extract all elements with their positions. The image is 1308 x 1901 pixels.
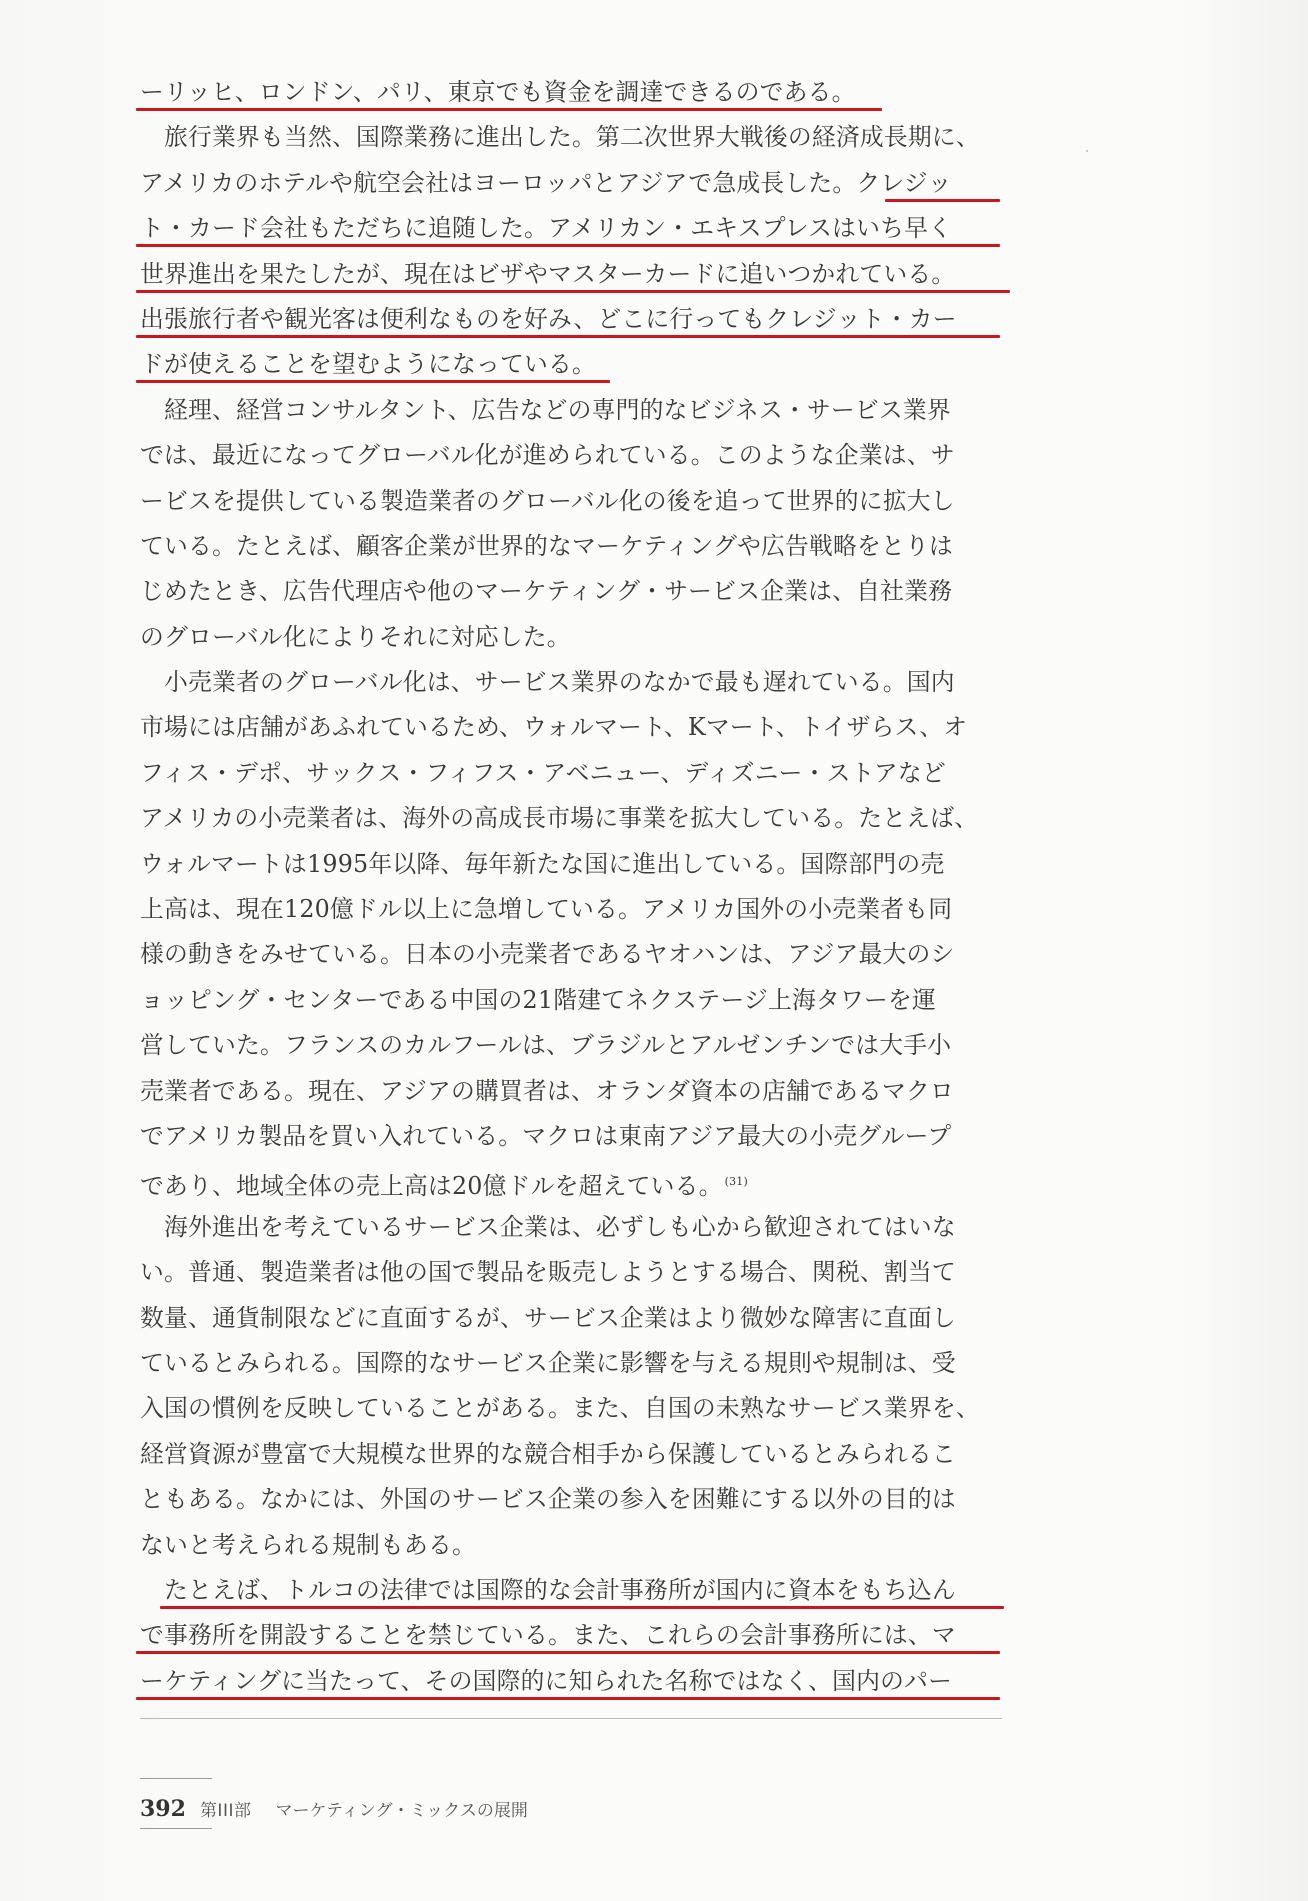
- paragraph-start-line: 海外進出を考えているサービス企業は、必ずしも心から歓迎されてはいな: [164, 1212, 956, 1241]
- footnote-reference: (31): [724, 1175, 748, 1189]
- text-line: ドが使えることを望むようになっている。: [140, 342, 1010, 387]
- text-line: じめたとき、広告代理店や他のマーケティング・サービス企業は、自社業務: [140, 577, 953, 606]
- text-line: では、最近になってグローバル化が進められている。このような企業は、サ: [140, 441, 955, 470]
- red-underline: [136, 290, 1010, 293]
- text-line: ウォルマートは1995年以降、毎年新たな国に進出している。国際部門の売: [140, 849, 945, 878]
- text-line: 数量、通貨制限などに直面するが、サービス企業はより微妙な障害に直面し: [140, 1303, 956, 1332]
- text-line: ーリッヒ、ロンドン、パリ、東京でも資金を調達できるのである。: [140, 70, 1010, 115]
- text-line: ともある。なかには、外国のサービス企業の参入を困難にする以外の目的は: [140, 1485, 956, 1514]
- text-line: アメリカのホテルや航空会社はヨーロッパとアジアで急成長した。クレジッ: [140, 161, 1010, 206]
- text-line: ョッピング・センターである中国の21階建てネクステージ上海タワーを運: [140, 985, 936, 1014]
- text-line: ている。たとえば、顧客企業が世界的なマーケティングや広告戦略をとりは: [140, 531, 954, 560]
- red-underline: [160, 1606, 1004, 1609]
- red-underline: [136, 244, 1000, 247]
- text-line: 上高は、現在120億ドル以上に急増している。アメリカ国外の小売業者も同: [140, 895, 953, 924]
- text-line: フィス・デポ、サックス・フィフス・アベニュー、ディズニー・ストアなど: [140, 758, 946, 787]
- text-line: 経営資源が豊富で大規模な世界的な競合相手から保護しているとみられるこ: [140, 1439, 956, 1468]
- text-line: 世界進出を果たしたが、現在はビザやマスターカードに追いつかれている。: [140, 252, 1010, 297]
- text-line: のグローバル化によりそれに対応した。: [140, 622, 571, 651]
- text-line: でアメリカ製品を買い入れている。マクロは東南アジア最大の小売グループ: [140, 1121, 952, 1150]
- text-line: であり、地域全体の売上高は20億ドルを超えている。 $^{(31)}$: [140, 1172, 748, 1201]
- text-line: ービスを提供している製造業者のグローバル化の後を追って世界的に拡大し: [140, 486, 955, 515]
- paragraph-start-line: 経理、経営コンサルタント、広告などの専門的なビジネス・サービス業界: [164, 395, 951, 424]
- text-line: 売業者である。現在、アジアの購買者は、オランダ資本の店舗であるマクロ: [140, 1076, 954, 1105]
- footer-chapter-title: マーケティング・ミックスの展開: [275, 1801, 528, 1821]
- text-line: 営していた。フランスのカルフールは、ブラジルとアルゼンチンでは大手小: [140, 1031, 952, 1060]
- text-line: アメリカの小売業者は、海外の高成長市場に事業を拡大している。たとえば、: [140, 804, 979, 833]
- margin-speck: [1086, 150, 1088, 152]
- text-line: で事務所を開設することを禁じている。また、これらの会計事務所には、マ: [140, 1613, 1010, 1658]
- text-line: ないと考えられる規制もある。: [140, 1530, 476, 1559]
- text-line: い。普通、製造業者は他の国で製品を販売しようとする場合、関税、割当て: [140, 1258, 956, 1287]
- red-underline: [136, 1651, 1000, 1654]
- text-line: 様の動きをみせている。日本の小売業者であるヤオハンは、アジア最大のシ: [140, 940, 955, 969]
- red-underline: [136, 108, 882, 111]
- body-text: [140, 70, 1010, 1704]
- text-line: 市場には店舗があふれているため、ウォルマート、Kマート、トイザらス、オ: [140, 713, 968, 742]
- red-underline: [136, 335, 1000, 338]
- red-underline: [885, 199, 1000, 202]
- text-line: ト・カード会社もただちに追随した。アメリカン・エキスプレスはいち早く: [140, 206, 1010, 251]
- red-underline: [136, 380, 610, 383]
- text-line: 出張旅行者や観光客は便利なものを好み、どこに行ってもクレジット・カー: [140, 297, 1010, 342]
- bottom-rule: [140, 1718, 1002, 1719]
- page-number-underline: [140, 1828, 212, 1829]
- footer-part-label: 第III部: [199, 1801, 252, 1821]
- paragraph-start-line: 小売業者のグローバル化は、サービス業界のなかで最も遅れている。国内: [164, 668, 955, 697]
- red-underline: [136, 1697, 1000, 1700]
- paragraph-start-line: 旅行業界も当然、国際業務に進出した。第二次世界大戦後の経済成長期に、: [164, 123, 980, 152]
- footer-rule: [140, 1778, 212, 1779]
- page-footer: [140, 1796, 528, 1830]
- paragraph-start-line: たとえば、トルコの法律では国際的な会計事務所が国内に資本をもち込ん: [140, 1568, 1010, 1613]
- page-number: 392: [140, 1796, 186, 1822]
- text-line: 入国の慣例を反映していることがある。また、自国の未熟なサービス業界を、: [140, 1394, 980, 1423]
- text-line: ているとみられる。国際的なサービス企業に影響を与える規則や規制は、受: [140, 1348, 956, 1377]
- text-line: ーケティングに当たって、その国際的に知られた名称ではなく、国内のパー: [140, 1659, 1010, 1704]
